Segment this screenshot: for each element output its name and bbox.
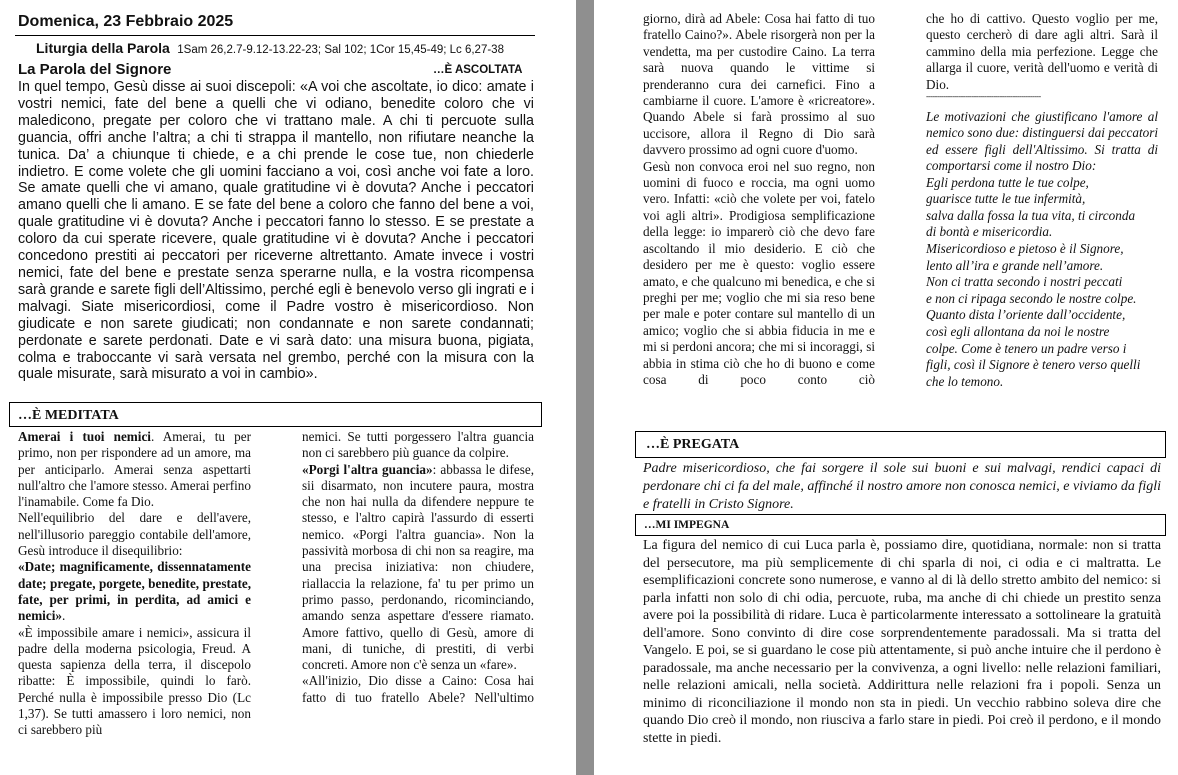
psalm-line: Quanto dista l’oriente dall’occidente, xyxy=(926,307,1126,323)
psalm-line: che lo temono. xyxy=(926,373,1004,389)
psalm-line: così egli allontana da noi le nostre xyxy=(926,324,1110,339)
meditata-heading-text: …È MEDITATA xyxy=(18,408,119,423)
page-gutter xyxy=(576,0,594,775)
reflection-paragraph: giorno, dirà ad Abele: Cosa hai fatto di tuo fratello Caino?». Abele risorgerà non per la vendetta, ma per custodire Caino. La terra sarà nuova quando le vittime si prenderanno cura dei carnefici. Fino a cambiarne il cuore. L'amore è «ricreatore». Quando Abele si farà prossimo al suo uccisore, allora il Regno di Dio sarà davvero prossimo ad ogni cuore d'uomo. xyxy=(643,11,875,158)
prayer-text: Padre misericordioso, che fai sorgere il sole sui buoni e sui malvagi, rendici capaci di perdonare chi ci fa del male, affinché il nostro amore non conosca nemici, e viviamo da figli e fratelli in Cristo Signore. xyxy=(643,461,1161,512)
reflection-column-1 xyxy=(643,11,875,388)
meditata-column-2 xyxy=(302,429,534,706)
gospel-text: In quel tempo, Gesù disse ai suoi discepoli: «A voi che ascoltate, io dico: amate i vostri nemici, fate del bene a quelli che vi odiano, benedite coloro che vi maledicono, pregate per coloro che vi trattano male. A chi ti percuote sulla guancia, offri anche l’altra; a chi ti strappa il mantello, non rifiutare neanche la tunica. Da’ a chiunque ti chiede, e a chi prende le cose tue, non chiederle indietro. E come volete che gli uomini facciano a voi, così anche voi fate a loro. Se amate quelli che vi amano, quale gratitudine vi è dovuta? Anche i peccatori amano quelli che li amano. E se fate del bene a coloro che fanno del bene a voi, quale gratitudine vi è dovuta? Anche i peccatori fanno lo stesso. E se prestate a coloro da cui sperate ricevere, quale gratitudine vi è dovuta? Anche i peccatori concedono prestiti ai peccatori per riceverne altrettanto. Amate invece i vostri nemici, fate del bene e prestate senza sperarne nulla, e la vostra ricompensa sarà grande e sarete figli dell’Altissimo, perché egli è benevolo verso gli ingrati e i malvagi. Siate misericordiosi, come il Padre vostro è misericordioso. Non giudicate e non sarete giudicati; non condannate e non sarete condannati; perdonate e sarete perdonati. Date e vi sarà dato: una misura buona, pigiata, colma e traboccante vi sarà versata nel grembo, perché con la misura con la quale misurate, sarà misurato a voi in cambio». xyxy=(18,79,534,383)
meditata-guancia-text: : abbassa le difese, sii disarmato, non incutere paura, mostra che non hai nulla da difendere neppure te stesso, e l'altro capirà l'assurdo di esserti nemico. «Porgi l'altra guancia». Non la passività morbosa di chi non sa reagire, ma una precisa iniziativa: non chiudere, riallaccia la relazione, fa' tu per primo un primo passo, perdonando, ricominciando, amando senza aspettare d'essere riamato. Amore fattivo, quello di Gesù, amore di mani, di tuniche, di prestiti, di verbi concreti. Amore non c'è senza un «fare». xyxy=(302,461,534,673)
word-tag-ascoltata: …È ASCOLTATA xyxy=(433,64,523,76)
liturgy-references: 1Sam 26,2.7-9.12-13.22-23; Sal 102; 1Cor 15,45-49; Lc 6,27-38 xyxy=(177,44,504,56)
motivation-paragraph: Le motivazioni che giustificano l'amore al nemico sono due: distinguersi dai peccatori ed essere figli dell'Altissimo. Si tratta di comportarsi come il nostro Dio: xyxy=(926,109,1158,174)
header-rule xyxy=(15,35,535,36)
meditata-column-1 xyxy=(18,429,251,739)
meditata-guancia-bold: «Porgi l'altra guancia» xyxy=(302,461,433,477)
psalm-line: lento all’ira e grande nell’amore. xyxy=(926,257,1104,273)
word-title: La Parola del Signore xyxy=(18,61,172,78)
psalm-line: colpe. Come è tenero un padre verso i xyxy=(926,340,1127,356)
separator-line: ----------------------------------------------------- xyxy=(926,93,1041,102)
meditata-heading xyxy=(9,402,542,427)
psalm-line: salva dalla fossa la tua vita, ti circonda xyxy=(926,207,1136,223)
page-left xyxy=(0,0,576,775)
reflection-column-2 xyxy=(926,11,1158,390)
pregata-heading xyxy=(635,431,1166,458)
meditata-paragraph: «È impossibile amare i nemici», assicura il padre della moderna psicologia, Freud. A questa sapienza della terra, il discepolo ribatte: È impossibile, quindi lo farò. Perché nulla è impossibile presso Dio (Lc 1,37). Se tutti amassero i loro nemici, non ci sarebbero più xyxy=(18,624,251,738)
psalm-block xyxy=(926,175,1158,391)
page-right xyxy=(594,0,1178,775)
psalm-line: Misericordioso e pietoso è il Signore, xyxy=(926,241,1124,257)
meditata-lead-bold: Amerai i tuoi nemici xyxy=(18,429,151,444)
liturgy-header xyxy=(36,40,504,58)
meditata-paragraph xyxy=(18,429,251,510)
pregata-heading-text: …È PREGATA xyxy=(646,437,740,452)
psalm-line: Egli perdona tutte le tue colpe, xyxy=(926,174,1089,190)
liturgy-title: Liturgia della Parola xyxy=(36,40,170,56)
reflection-paragraph: che ho di cattivo. Questo voglio per me, questo cercherò di dare agli altri. Sarà il cammino della mia perfezione. Legge che allarga il cuore, verità dell'uomo e verità di Dio. xyxy=(926,11,1158,92)
reflection-paragraph: Gesù non convoca eroi nel suo regno, non uomini di fuoco e roccia, ma ogni uomo vero. Infatti: «ciò che volete per voi, fatelo voi agli altri». Prodigiosa semplificazione della legge: io imparerò ciò che devo fare ascoltando il mio desiderio. E ciò che desidero per me è questo: voglio essere amato, e che qualcuno mi benedica, e che si preghi per me; voglio che mi sia reso bene per male e poter contare sul mantello di un amico; voglio che si abbia fiducia in me e mi si perdoni ancora; che mi si incoraggi, si abbia in stima ciò che ho di buono e come cosa di poco conto ciò xyxy=(643,158,875,387)
meditata-paragraph xyxy=(18,559,251,624)
meditata-paragraph: «All'inizio, Dio disse a Caino: Cosa hai fatto di tuo fratello Abele? Nell'ultimo xyxy=(302,673,534,705)
meditata-quote-end: . xyxy=(61,608,66,624)
psalm-line: e non ci ripaga secondo le nostre colpe. xyxy=(926,290,1137,306)
meditata-quote-bold: «Date; magnificamente, dissennatamente date; pregate, porgete, benedite, prestate, fate, per primi, in perdita, ad amici e nemici» xyxy=(18,559,251,624)
date-heading: Domenica, 23 Febbraio 2025 xyxy=(18,13,234,30)
meditata-paragraph: Nell'equilibrio del dare e dell'avere, nell'illusorio pareggio contabile dell'amore, Gesù introduce il disequilibrio: xyxy=(18,510,251,559)
psalm-line: guarisce tutte le tue infermità, xyxy=(926,191,1086,207)
meditata-lead-text: . Amerai, tu per primo, non per rispondere ad un amore, ma per anticiparlo. Amerai senza aspettarti null'altro che l'amore stesso. Amerai perfino l'inamabile. Come fa Dio. xyxy=(18,429,251,510)
psalm-line: figli, così il Signore è tenero verso quelli xyxy=(926,357,1141,373)
impegna-heading xyxy=(635,514,1166,536)
psalm-line: Non ci tratta secondo i nostri peccati xyxy=(926,274,1123,290)
impegna-text: La figura del nemico di cui Luca parla è, possiamo dire, quotidiana, normale: non si tratta del persecutore, ma più semplicemente di chi sparla di noi, ci odia e ci maltratta. Le esemplificazioni concrete sono numerose, e vanno al di là dello stretto ambito del nemico: si parla infatti non solo di chi odia, percuote, ruba, ma anche di chi chiede un prestito senza avere poi la possibilità di ridare. Luca è particolarmente interessato a sottolineare la gratuità dell'amore. Sono convinto di dire cose sorprendentemente paradossali. Ma si tratta del Vangelo. E poi, se si guardano le cose più attentamente, si può anche intuire che il perdono è paradossale, ma anche necessario per la convivenza, a ogni livello: nelle relazioni familiari, nelle relazioni amicali, nella società. Addirittura nelle relazioni fra i popoli. Senza un minimo di riconciliazione il mondo non sta in piedi. Un vecchio rabbino soleva dire che quando Dio creò il mondo, non riusciva a farlo stare in piedi. Poi creò il perdono, e il mondo stette in piedi. xyxy=(643,538,1161,747)
impegna-heading-text: …MI IMPEGNA xyxy=(644,519,730,531)
meditata-paragraph xyxy=(302,462,534,674)
psalm-line: di bontà e misericordia. xyxy=(926,224,1053,240)
meditata-paragraph: nemici. Se tutti porgessero l'altra guancia non ci sarebbero più guance da colpire. xyxy=(302,429,534,461)
